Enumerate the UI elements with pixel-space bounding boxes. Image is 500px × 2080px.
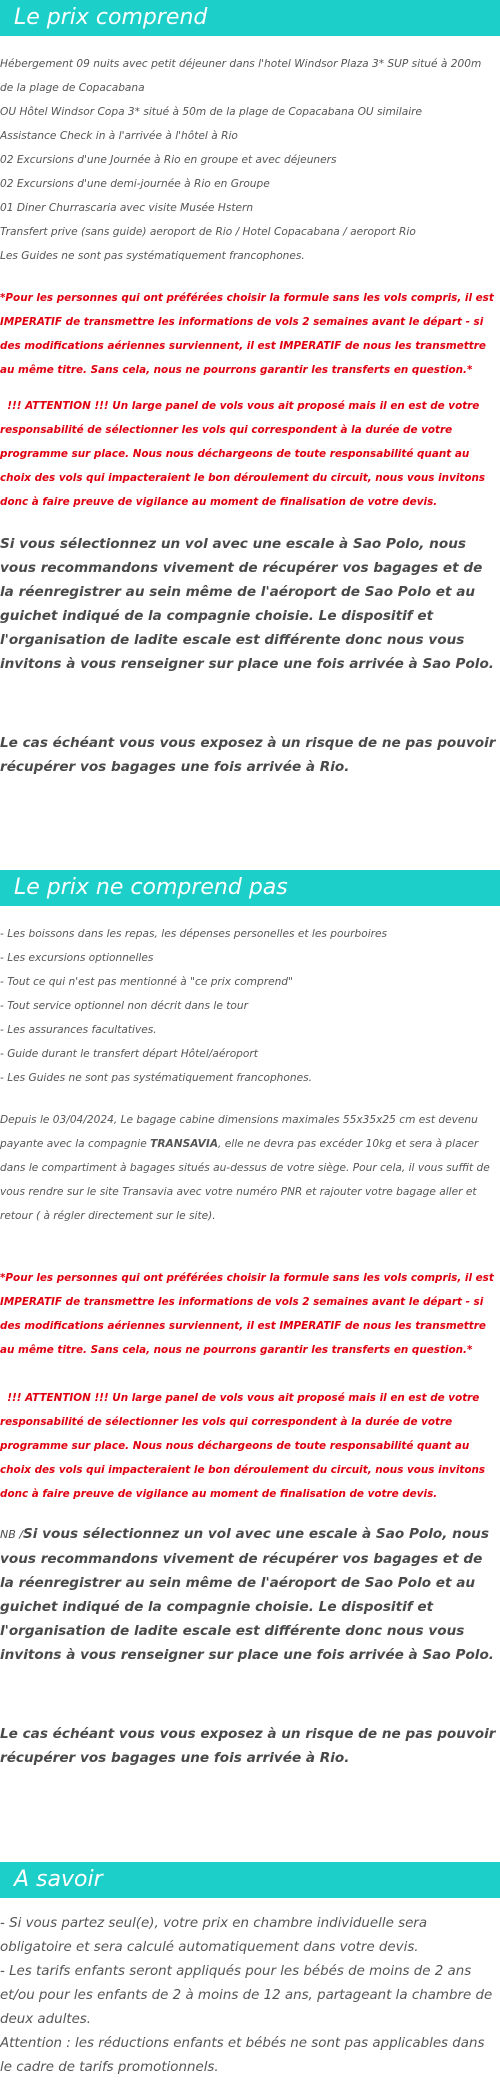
list-item: 02 Excursions d'une Journée à Rio en groupe et avec déjeuners — [0, 154, 337, 166]
list-item: Les Guides ne sont pas systématiquement francophones. — [0, 250, 305, 262]
warning-attention-includes: !!! ATTENTION !!! Un large panel de vols vous ait proposé mais il en est de votre responsabilité de sélectionner les vols qui correspondent à la durée de votre programme sur place. Nous nous déchargeons de toute responsabilité quant au choix des vols qui impacteraient le bon déroulement du circuit, nous vous invitons donc à faire preuve de vigilance au moment de finalisation de votre devis. — [0, 400, 489, 508]
list-item: - Les tarifs enfants seront appliqués pour les bébés de moins de 2 ans et/ou pour les enfants de 2 à moins de 12 ans, partageant la chambre de deux adultes. — [0, 1964, 493, 2027]
risk-note-includes: Le cas échéant vous vous exposez à un risque de ne pas pouvoir récupérer vos bagages une fois arrivée à Rio. — [0, 735, 496, 775]
list-item: - Tout ce qui n'est pas mentionné à "ce prix comprend" — [0, 976, 293, 988]
list-item: - Les boissons dans les repas, les dépenses personelles et les pourboires — [0, 928, 388, 940]
baggage-text-before: Depuis le 03/04/2024, Le bagage cabine dimensions maximales 55x35x25 cm est devenu payante avec la compagnie — [0, 1114, 478, 1150]
includes-list — [0, 52, 500, 268]
baggage-note — [0, 1108, 496, 1228]
list-item: Assistance Check in à l'arrivée à l'hôtel à Rio — [0, 130, 238, 142]
list-item: - Guide durant le transfert départ Hôtel/aéroport — [0, 1048, 258, 1060]
excludes-list — [0, 922, 500, 1090]
warning-attention-excludes: !!! ATTENTION !!! Un large panel de vols vous ait proposé mais il en est de votre responsabilité de sélectionner les vols qui correspondent à la durée de votre programme sur place. Nous nous déchargeons de toute responsabilité quant au choix des vols qui impacteraient le bon déroulement du circuit, nous vous invitons donc à faire preuve de vigilance au moment de finalisation de votre devis. — [0, 1392, 489, 1500]
section-title-excludes: Le prix ne comprend pas — [0, 870, 500, 906]
section-title-know: A savoir — [0, 1862, 500, 1898]
list-item: 01 Diner Churrascaria avec visite Musée Hstern — [0, 202, 254, 214]
risk-note-excludes: Le cas échéant vous vous exposez à un risque de ne pas pouvoir récupérer vos bagages une fois arrivée à Rio. — [0, 1726, 496, 1766]
section-title-includes: Le prix comprend — [0, 0, 500, 36]
list-item: de la plage de Copacabana — [0, 82, 145, 94]
list-item: - Les excursions optionnelles — [0, 952, 154, 964]
nb-prefix: NB / — [0, 1528, 23, 1541]
list-item: Attention : les réductions enfants et bébés ne sont pas applicables dans le cadre de tarifs promotionnels. — [0, 2036, 485, 2075]
warning-formula-excludes: *Pour les personnes qui ont préférées choisir la formule sans les vols compris, il est IMPERATIF de transmettre les informations de vols 2 semaines avant le départ - si des modifications aériennes surviennent, il est IMPERATIF de nous les transmettre au même titre. Sans cela, nous ne pourrons garantir les transferts en question.* — [0, 1272, 494, 1356]
list-item: - Les Guides ne sont pas systématiquement francophones. — [0, 1072, 312, 1084]
warning-formula-includes: *Pour les personnes qui ont préférées choisir la formule sans les vols compris, il est IMPERATIF de transmettre les informations de vols 2 semaines avant le départ - si des modifications aériennes surviennent, il est IMPERATIF de nous les transmettre au même titre. Sans cela, nous ne pourrons garantir les transferts en question.* — [0, 292, 494, 376]
list-item: OU Hôtel Windsor Copa 3* situé à 50m de la plage de Copacabana OU similaire — [0, 106, 423, 118]
list-item: Transfert prive (sans guide) aeroport de Rio / Hotel Copacabana / aeroport Rio — [0, 226, 416, 238]
section-includes — [0, 0, 500, 268]
list-item: 02 Excursions d'une demi-journée à Rio en Groupe — [0, 178, 270, 190]
know-list — [0, 1912, 500, 2080]
stopover-text: Si vous sélectionnez un vol avec une escale à Sao Polo, nous vous recommandons vivement de récupérer vos bagages et de la réenregistrer au sein même de l'aéroport de Sao Polo et au guichet indiqué de la compagnie choisie. Le dispositif et l'organisation de ladite escale est différente donc nous vous invitons à vous renseigner sur place une fois arrivée à Sao Polo. — [0, 1526, 494, 1663]
stopover-note-includes: Si vous sélectionnez un vol avec une escale à Sao Polo, nous vous recommandons vivement de récupérer vos bagages et de la réenregistrer au sein même de l'aéroport de Sao Polo et au guichet indiqué de la compagnie choisie. Le dispositif et l'organisation de ladite escale est différente donc nous vous invitons à vous renseigner sur place une fois arrivée à Sao Polo. — [0, 536, 494, 672]
list-item: - Si vous partez seul(e), votre prix en chambre individuelle sera obligatoire et sera calculé automatiquement dans votre devis. — [0, 1916, 428, 1955]
list-item: - Les assurances facultatives. — [0, 1024, 157, 1036]
airline-name: TRANSAVIA — [150, 1138, 219, 1150]
list-item: Hébergement 09 nuits avec petit déjeuner dans l'hotel Windsor Plaza 3* SUP situé à 200m — [0, 58, 482, 70]
stopover-note-excludes — [0, 1522, 496, 1667]
baggage-text-after: , elle ne devra pas excéder 10kg et sera à placer dans le compartiment à bagages situés au-dessus de votre siège. Pour cela, il vous suffit de vous rendre sur le site Transavia avec votre numéro PNR et rajouter votre bagage aller et retour ( à régler directement sur le site). — [0, 1138, 490, 1222]
list-item: - Tout service optionnel non décrit dans le tour — [0, 1000, 248, 1012]
